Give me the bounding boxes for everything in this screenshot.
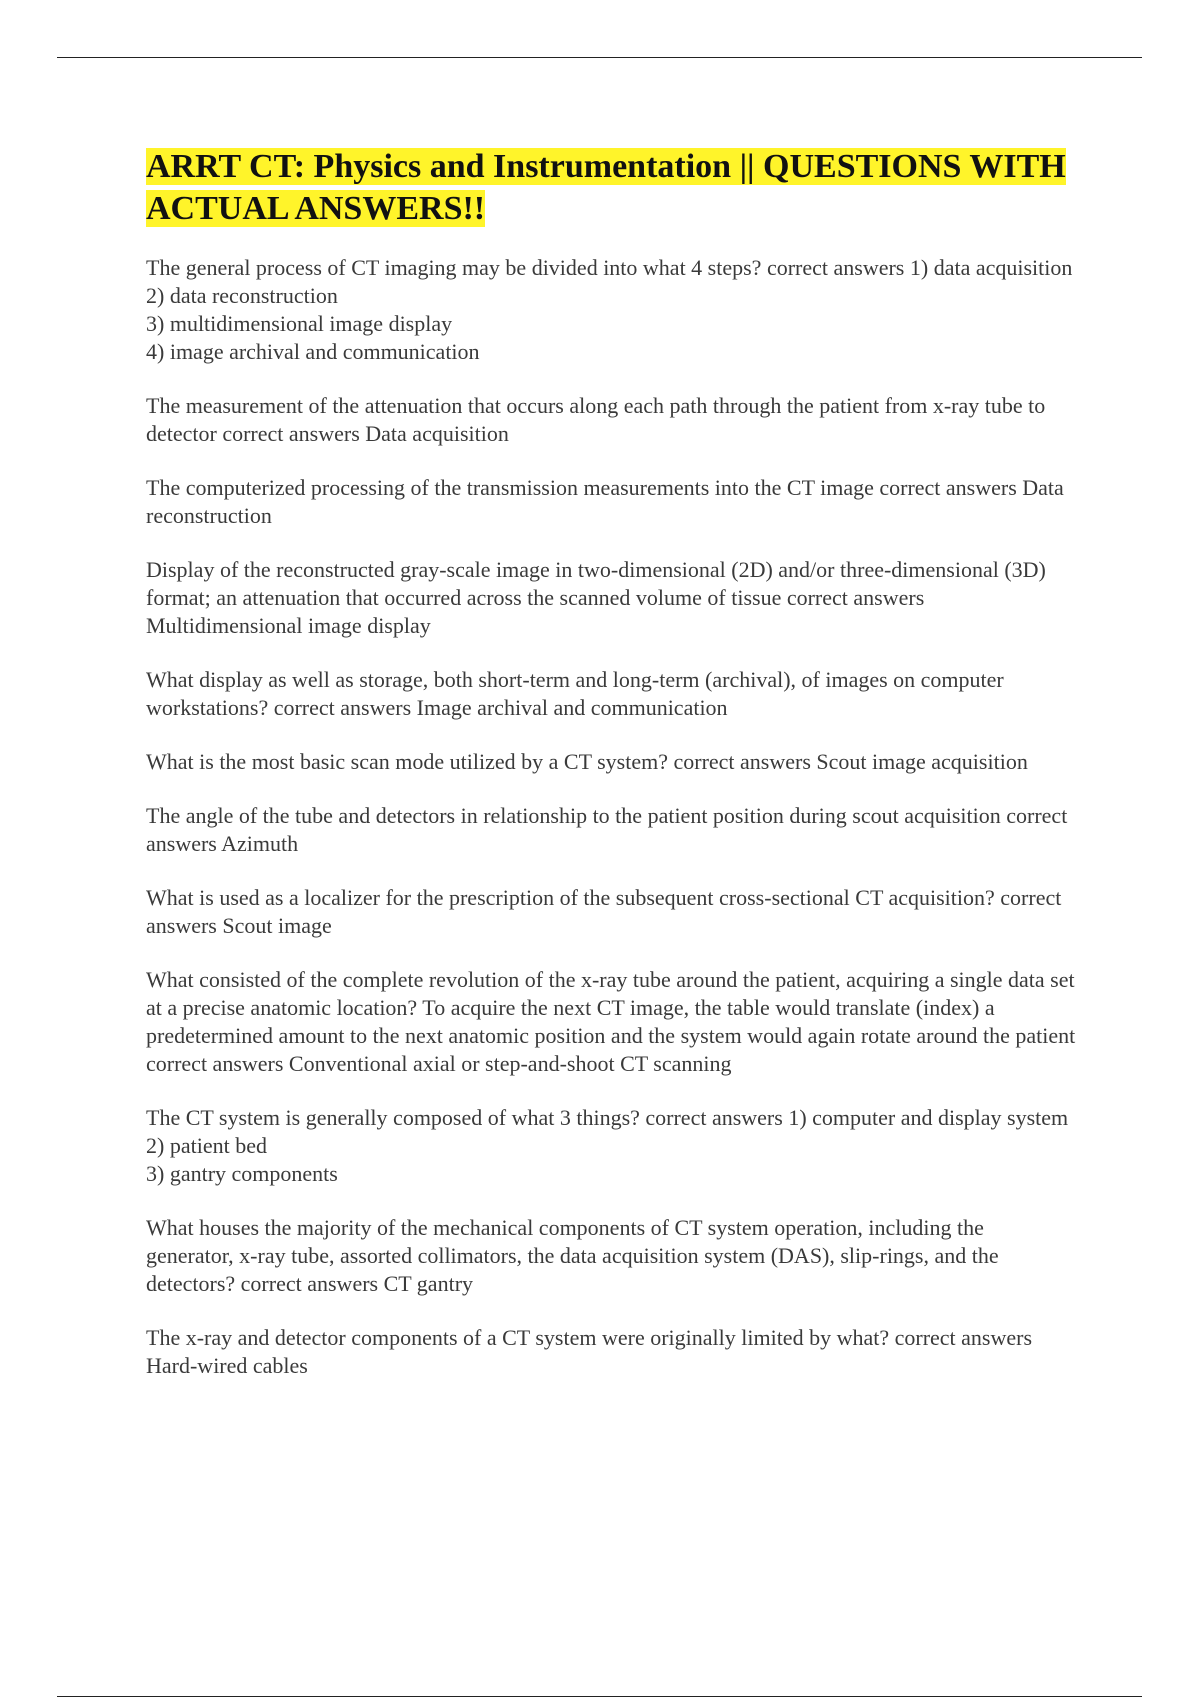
qa-entry-line: What consisted of the complete revolution of the x-ray tube around the patient, acquiring a single data set at a precise anatomic location? To acquire the next CT image, the table would translate (index) a predetermined amount to the next anatomic position and the system would again rotate around the patient correct answers Conventional axial or step-and-shoot CT scanning [146,967,1076,1076]
qa-entry [146,748,1076,776]
qa-entry [146,666,1076,722]
qa-entry-line: What is the most basic scan mode utilized by a CT system? correct answers Scout image acquisition [146,749,1028,774]
bottom-rule [57,1696,1142,1697]
qa-entry-line: Display of the reconstructed gray-scale image in two-dimensional (2D) and/or three-dimensional (3D) format; an attenuation that occurred across the scanned volume of tissue correct answers Multidimensional image display [146,557,1046,638]
document-title [146,146,1076,230]
qa-entry-line: The computerized processing of the transmission measurements into the CT image correct answers Data reconstruction [146,475,1064,528]
document-title-text: ARRT CT: Physics and Instrumentation || QUESTIONS WITH ACTUAL ANSWERS!! [146,148,1066,227]
qa-entry-line: The measurement of the attenuation that occurs along each path through the patient from x-ray tube to detector correct answers Data acquisition [146,393,1046,446]
qa-list [146,254,1076,1380]
qa-entry-line: 2) data reconstruction [146,283,338,308]
qa-entry [146,884,1076,940]
qa-entry [146,802,1076,858]
qa-entry-line: The angle of the tube and detectors in relationship to the patient position during scout acquisition correct answers Azimuth [146,803,1068,856]
top-rule [57,57,1142,58]
qa-entry [146,1104,1076,1188]
qa-entry [146,474,1076,530]
qa-entry-line: 2) patient bed [146,1133,267,1158]
qa-entry [146,254,1076,366]
qa-entry-line: What display as well as storage, both short-term and long-term (archival), of images on computer workstations? correct answers Image archival and communication [146,667,1004,720]
qa-entry-line: The x-ray and detector components of a CT system were originally limited by what? correct answers Hard-wired cables [146,1325,1033,1378]
qa-entry [146,1214,1076,1298]
qa-entry-line: The CT system is generally composed of what 3 things? correct answers 1) computer and display system [146,1105,1069,1130]
document-body [146,146,1076,1406]
qa-entry-line: 4) image archival and communication [146,339,480,364]
qa-entry [146,556,1076,640]
qa-entry-line: 3) multidimensional image display [146,311,453,336]
qa-entry [146,1324,1076,1380]
qa-entry [146,392,1076,448]
qa-entry-line: What is used as a localizer for the prescription of the subsequent cross-sectional CT acquisition? correct answers Scout image [146,885,1062,938]
qa-entry [146,966,1076,1078]
qa-entry-line: The general process of CT imaging may be divided into what 4 steps? correct answers 1) data acquisition [146,255,1073,280]
qa-entry-line: 3) gantry components [146,1161,338,1186]
qa-entry-line: What houses the majority of the mechanical components of CT system operation, including the generator, x-ray tube, assorted collimators, the data acquisition system (DAS), slip-rings, and the detectors? correct answers CT gantry [146,1215,999,1296]
